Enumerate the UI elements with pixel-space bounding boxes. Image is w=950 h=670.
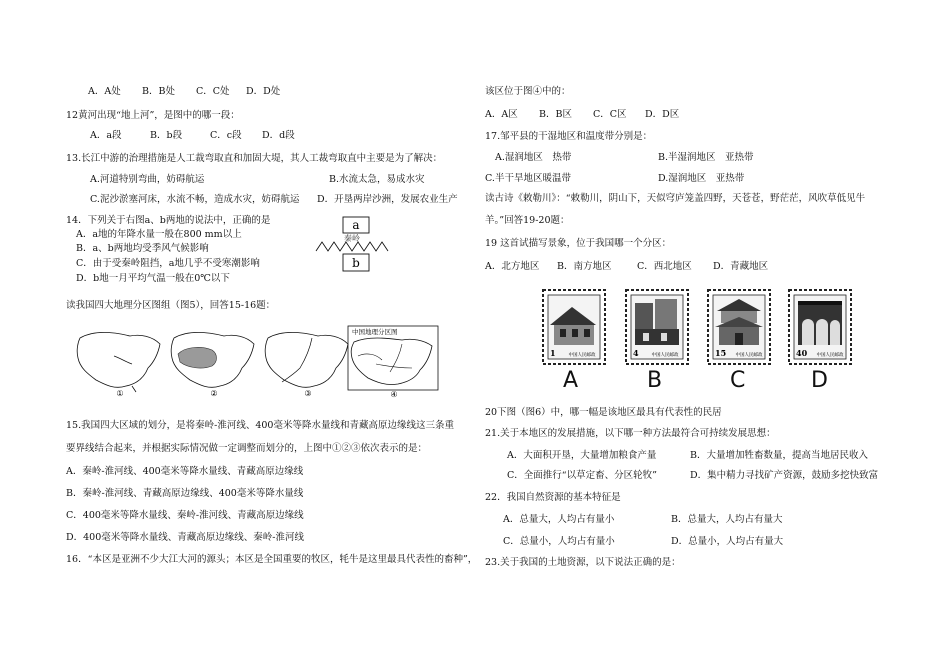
q11-option-b: B．B处 bbox=[142, 86, 175, 97]
q12-option-d: D．d段 bbox=[262, 130, 295, 141]
q21-option-a: A．大面积开垦，大量增加粮食产量 bbox=[507, 450, 657, 461]
map-2 bbox=[168, 328, 260, 398]
q12-option-b: B．b段 bbox=[150, 130, 183, 141]
q21-option-d: D．集中精力寻找矿产资源，鼓励多挖快致富 bbox=[690, 470, 879, 481]
stamp-d-denomination: 40 bbox=[796, 348, 808, 358]
stamp-c-postal-text: 中国人民邮政 bbox=[735, 353, 763, 358]
mountain-ridge bbox=[316, 242, 388, 251]
map-4-number: ④ bbox=[390, 390, 398, 398]
q16-option-a: A．A区 bbox=[485, 109, 518, 120]
q15-stem-line1: 15.我国四大区域的划分，是将秦岭-淮河线、400毫米等降水量线和青藏高原边缘线这三条重 bbox=[66, 420, 454, 431]
stamp-c-denomination: 15 bbox=[715, 348, 727, 358]
q22-option-b: B．总量大，人均占有量大 bbox=[671, 514, 783, 525]
q16-continued: 该区位于图④中的： bbox=[485, 86, 571, 97]
poem-line2: 羊。”回答19-20题： bbox=[485, 215, 570, 226]
q12-option-c: C．c段 bbox=[210, 130, 242, 141]
q14-option-a: A．a地的年降水量一般在800 mm以上 bbox=[76, 229, 242, 240]
q23-stem: 23.关于我国的土地资源，以下说法正确的是： bbox=[485, 557, 681, 568]
q22-option-a: A．总量大，人均占有量小 bbox=[503, 514, 615, 525]
label-qinling: 秦岭 bbox=[344, 234, 360, 243]
q17-option-d: D.湿润地区 亚热带 bbox=[658, 173, 745, 184]
q11-option-c: C．C处 bbox=[196, 86, 230, 97]
fig5-instruction: 读我国四大地理分区图组（图5），回答15-16题： bbox=[66, 300, 276, 311]
q19-option-b: B．南方地区 bbox=[557, 261, 612, 272]
q22-stem: 22．我国自然资源的基本特征是 bbox=[485, 492, 621, 503]
q13-stem: 13.长江中游的治理措施是人工裁弯取直和加固大堤，其人工裁弯取直中主要是为了解决： bbox=[66, 153, 443, 164]
q21-option-c: C．全面推行“以草定畜、分区轮牧” bbox=[507, 470, 657, 481]
map-4-title: 中国地理分区图 bbox=[352, 328, 398, 336]
q15-option-a: A．秦岭-淮河线、400毫米等降水量线、青藏高原边缘线 bbox=[66, 466, 304, 477]
q15-option-b: B．秦岭-淮河线、青藏高原边缘线、400毫米等降水量线 bbox=[66, 488, 304, 499]
stamp-c-label: C bbox=[730, 368, 746, 393]
stamp-c bbox=[707, 289, 771, 365]
q16-option-d: D．D区 bbox=[645, 109, 680, 120]
map-2-number: ② bbox=[210, 389, 218, 398]
q15-option-c: C．400毫米等降水量线、秦岭-淮河线、青藏高原边缘线 bbox=[66, 510, 304, 521]
q15-stem-line2: 要界线结合起来，并根据实际情况做一定调整而划分的，上图中①②③依次表示的是： bbox=[66, 443, 428, 454]
q13-option-d: D．开垦两岸沙洲，发展农业生产 bbox=[317, 194, 458, 205]
stamp-a-postal-text: 中国人民邮政 bbox=[568, 353, 596, 358]
q19-option-c: C．西北地区 bbox=[637, 261, 692, 272]
q11-option-a: A．A处 bbox=[88, 86, 121, 97]
label-b: b bbox=[352, 256, 360, 270]
poem-line1: 读古诗《敕勒川》：“敕勒川，阴山下，天似穹庐笼盖四野，天苍苍，野茫茫，风吹草低见牛 bbox=[485, 193, 866, 204]
stamp-b-postal-text: 中国人民邮政 bbox=[651, 353, 679, 358]
q16-stem: 16．“本区是亚洲不少大江大河的源头；本区是全国重要的牧区，牦牛是这里最具代表性的畜种”， bbox=[66, 554, 478, 565]
q19-option-d: D．青藏地区 bbox=[713, 261, 769, 272]
q22-option-c: C．总量小，人均占有量小 bbox=[503, 536, 615, 547]
q16-option-b: B．B区 bbox=[539, 109, 572, 120]
q13-option-a: A.河道特别弯曲，妨碍航运 bbox=[90, 174, 205, 185]
stamp-b-denomination: 4 bbox=[633, 348, 639, 358]
q14-option-d: D．b地一月平均气温一般在0℃以下 bbox=[76, 273, 230, 284]
q16-option-c: C．C区 bbox=[593, 109, 627, 120]
qinling-figure bbox=[312, 215, 392, 275]
q19-stem: 19 这首试描写景象，位于我国哪一个分区： bbox=[485, 238, 672, 249]
map-1-number: ① bbox=[116, 389, 124, 398]
q15-option-d: D．400毫米等降水量线、青藏高原边缘线、秦岭-淮河线 bbox=[66, 532, 304, 543]
q20-stem: 20下图（图6）中，哪一幅是该地区最具有代表性的民居 bbox=[485, 407, 722, 418]
q17-option-b: B.半湿润地区 亚热带 bbox=[658, 152, 754, 163]
q21-option-b: B．大量增加牲畜数量，提高当地居民收入 bbox=[690, 450, 868, 461]
label-a: a bbox=[352, 218, 360, 232]
q21-stem: 21.关于本地区的发展措施，以下哪一种方法最符合可持续发展思想： bbox=[485, 428, 776, 439]
stamp-b bbox=[625, 289, 689, 365]
stamp-b-label: B bbox=[647, 368, 663, 393]
map-1 bbox=[74, 328, 166, 398]
q22-option-d: D．总量小，人均占有量大 bbox=[671, 536, 784, 547]
q13-option-b: B.水流太急，易成水灾 bbox=[329, 174, 425, 185]
q17-option-a: A.湿润地区 热带 bbox=[495, 152, 572, 163]
stamp-a-denomination: 1 bbox=[550, 348, 556, 358]
map-3 bbox=[262, 328, 354, 398]
stamp-a bbox=[542, 289, 606, 365]
q14-option-b: B．a、b两地均受季风气候影响 bbox=[76, 243, 209, 254]
q19-option-a: A．北方地区 bbox=[485, 261, 540, 272]
q11-option-d: D．D处 bbox=[246, 86, 281, 97]
q17-stem: 17.邹平县的干湿地区和温度带分别是： bbox=[485, 131, 653, 142]
q14-option-c: C．由于受秦岭阻挡，a地几乎不受寒潮影响 bbox=[76, 258, 260, 269]
stamp-d bbox=[788, 289, 852, 365]
q13-option-c: C.泥沙淤塞河床，水流不畅，造成水灾，妨碍航运 bbox=[90, 194, 300, 205]
stamp-d-postal-text: 中国人民邮政 bbox=[816, 353, 844, 358]
q12-option-a: A．a段 bbox=[90, 130, 122, 141]
map-4 bbox=[346, 322, 442, 398]
stamp-d-label: D bbox=[811, 368, 828, 393]
map-3-number: ③ bbox=[304, 389, 312, 398]
q17-option-c: C.半干旱地区暖温带 bbox=[485, 173, 571, 184]
q14-stem: 14．下列关于右图a、b两地的说法中，正确的是 bbox=[66, 215, 271, 226]
stamp-a-label: A bbox=[563, 368, 579, 393]
q12-stem: 12黄河出现“地上河”，是图中的哪一段： bbox=[66, 110, 240, 121]
